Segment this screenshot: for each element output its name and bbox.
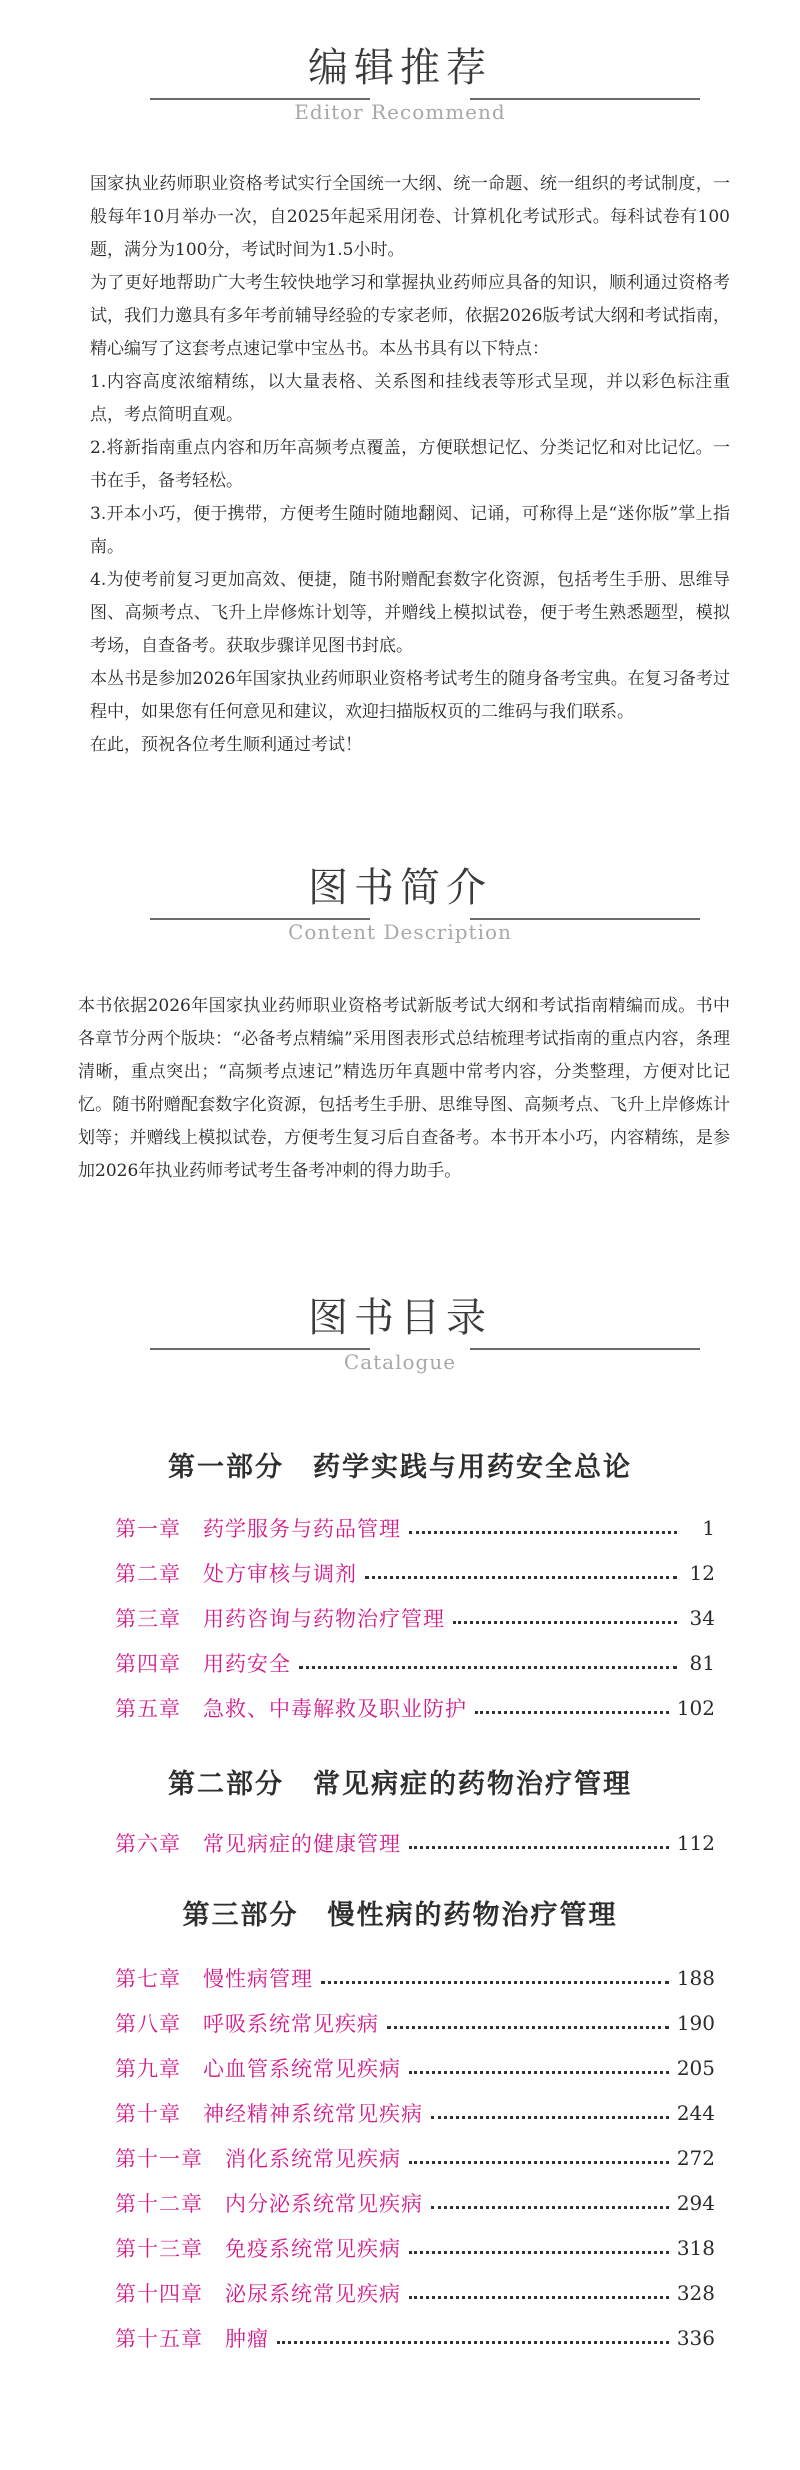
paragraph: 2.将新指南重点内容和历年高频考点覆盖，方便联想记忆、分类记忆和对比记忆。一书在手，备考轻松。 — [90, 438, 730, 491]
page-number: 336 — [676, 2326, 715, 2350]
paragraph: 国家执业药师职业资格考试实行全国统一大纲、统一命题、统一组织的考试制度，一般每年10月举办一次，自2025年起采用闭卷、计算机化考试形式。每科试卷有100题，满分为100分，考试时间为1.5小时。 — [90, 174, 730, 260]
chapter-label: 第七章 慢性病管理 — [115, 1967, 313, 1991]
toc-row[interactable] — [115, 1645, 715, 1681]
editor-recommend-header — [0, 40, 800, 150]
toc-row[interactable] — [115, 1690, 715, 1726]
toc-row[interactable] — [115, 2095, 715, 2131]
editor-recommend-body — [90, 168, 730, 762]
paragraph: 本书依据2026年国家执业药师职业资格考试新版考试大纲和考试指南精编而成。书中各章节分两个版块：“必备考点精编”采用图表形式总结梳理考试指南的重点内容，条理清晰，重点突出；“高频考点速记”精选历年真题中常考内容，分类整理，方便对比记忆。随书附赠配套数字化资源，包括考生手册、思维导图、高频考点、飞升上岸修炼计划等；并赠线上模拟试卷，方便考生复习后自查备考。本书开本小巧，内容精练，是参加2026年执业药师考试考生备考冲刺的得力助手。 — [78, 996, 730, 1181]
page-number: 190 — [676, 2011, 715, 2035]
chapter-label: 第十二章 内分泌系统常见疾病 — [115, 2192, 423, 2216]
chapter-label: 第九章 心血管系统常见疾病 — [115, 2057, 401, 2081]
page-number: 318 — [676, 2236, 715, 2260]
toc-row[interactable] — [115, 2050, 715, 2086]
leader-dots — [299, 1666, 677, 1669]
toc-row[interactable] — [115, 1600, 715, 1636]
section-subtitle: Catalogue — [343, 1350, 457, 1374]
chapter-label: 第十四章 泌尿系统常见疾病 — [115, 2282, 401, 2306]
toc-row[interactable] — [115, 2230, 715, 2266]
chapter-label: 第十一章 消化系统常见疾病 — [115, 2147, 401, 2171]
leader-dots — [409, 2161, 669, 2164]
page-number: 102 — [676, 1696, 715, 1720]
toc-row[interactable] — [115, 1825, 715, 1861]
toc-row[interactable] — [115, 1960, 715, 1996]
chapter-label: 第三章 用药咨询与药物治疗管理 — [115, 1607, 445, 1631]
page-number: 81 — [689, 1651, 715, 1675]
toc-row[interactable] — [115, 2140, 715, 2176]
toc-row[interactable] — [115, 2185, 715, 2221]
paragraph: 4.为使考前复习更加高效、便捷，随书附赠配套数字化资源，包括考生手册、思维导图、高频考点、飞升上岸修炼计划等，并赠线上模拟试卷，便于考生熟悉题型，模拟考场，自查备考。获取步骤详见图书封底。 — [90, 570, 730, 656]
content-description-body — [78, 990, 730, 1188]
toc-row[interactable] — [115, 2275, 715, 2311]
page-number: 328 — [676, 2281, 715, 2305]
catalogue-header — [0, 1290, 800, 1400]
chapter-label: 第六章 常见病症的健康管理 — [115, 1832, 401, 1856]
section-title: 图书简介 — [308, 865, 492, 911]
content-description-header — [0, 860, 800, 970]
part-title: 第三部分 慢性病的药物治疗管理 — [182, 1900, 618, 1931]
leader-dots — [453, 1621, 677, 1624]
toc-row[interactable] — [115, 2005, 715, 2041]
chapter-label: 第五章 急救、中毒解救及职业防护 — [115, 1697, 467, 1721]
toc-row[interactable] — [115, 1555, 715, 1591]
page-number: 12 — [689, 1561, 715, 1585]
section-subtitle: Editor Recommend — [294, 100, 506, 124]
section-title: 图书目录 — [308, 1295, 492, 1341]
page-number: 272 — [676, 2146, 715, 2170]
leader-dots — [431, 2206, 669, 2209]
paragraph: 为了更好地帮助广大考生较快地学习和掌握执业药师应具备的知识，顺利通过资格考试，我们力邀具有多年考前辅导经验的专家老师，依据2026版考试大纲和考试指南，精心编写了这套考点速记掌中宝丛书。本丛书具有以下特点： — [90, 273, 730, 359]
paragraph: 3.开本小巧，便于携带，方便考生随时随地翻阅、记诵，可称得上是“迷你版”掌上指南。 — [90, 504, 730, 557]
part-title: 第二部分 常见病症的药物治疗管理 — [168, 1769, 632, 1800]
leader-dots — [409, 1846, 669, 1849]
page-number: 294 — [676, 2191, 715, 2215]
leader-dots — [431, 2116, 669, 2119]
page-number: 205 — [676, 2056, 715, 2080]
section-subtitle: Content Description — [288, 920, 512, 944]
paragraph: 1.内容高度浓缩精练，以大量表格、关系图和挂线表等形式呈现，并以彩色标注重点，考点简明直观。 — [90, 372, 730, 425]
paragraph: 在此，预祝各位考生顺利通过考试！ — [90, 735, 362, 755]
chapter-label: 第四章 用药安全 — [115, 1652, 291, 1676]
chapter-label: 第二章 处方审核与调剂 — [115, 1562, 357, 1586]
leader-dots — [365, 1576, 677, 1579]
section-title: 编辑推荐 — [308, 45, 492, 91]
leader-dots — [409, 2296, 669, 2299]
toc-row[interactable] — [115, 2320, 715, 2356]
toc-row[interactable] — [115, 1510, 715, 1546]
page-number: 34 — [689, 1606, 715, 1630]
chapter-label: 第十章 神经精神系统常见疾病 — [115, 2102, 423, 2126]
page-number: 112 — [676, 1831, 715, 1855]
page-number: 1 — [702, 1516, 715, 1540]
leader-dots — [475, 1711, 669, 1714]
page-number: 188 — [676, 1966, 715, 1990]
leader-dots — [409, 2251, 669, 2254]
leader-dots — [409, 2071, 669, 2074]
chapter-label: 第八章 呼吸系统常见疾病 — [115, 2012, 379, 2036]
paragraph: 本丛书是参加2026年国家执业药师职业资格考试考生的随身备考宝典。在复习备考过程中，如果您有任何意见和建议，欢迎扫描版权页的二维码与我们联系。 — [90, 669, 730, 722]
chapter-label: 第一章 药学服务与药品管理 — [115, 1517, 401, 1541]
page-number: 244 — [676, 2101, 715, 2125]
leader-dots — [277, 2341, 669, 2344]
part-title: 第一部分 药学实践与用药安全总论 — [168, 1452, 632, 1483]
leader-dots — [409, 1531, 677, 1534]
chapter-label: 第十三章 免疫系统常见疾病 — [115, 2237, 401, 2261]
chapter-label: 第十五章 肿瘤 — [115, 2327, 269, 2351]
leader-dots — [387, 2026, 669, 2029]
leader-dots — [321, 1981, 669, 1984]
